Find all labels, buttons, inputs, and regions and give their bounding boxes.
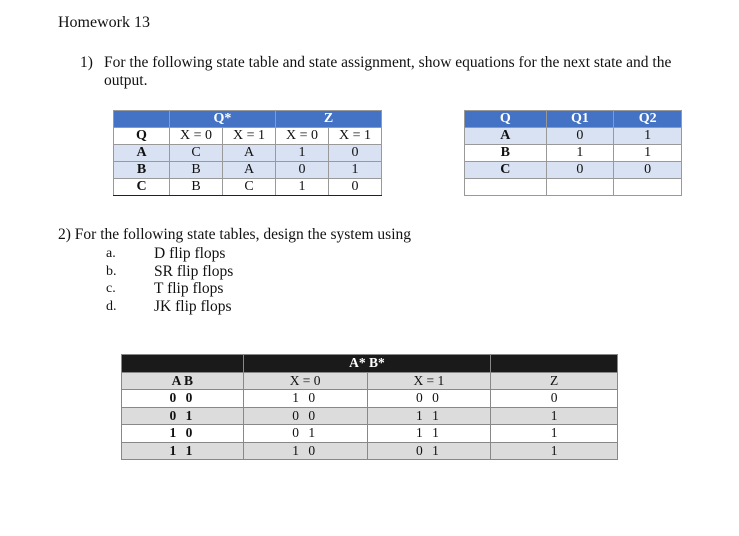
table-cell: 1 1 [367, 425, 491, 443]
table-cell: 1 [329, 162, 382, 179]
state-cell: C [114, 179, 170, 196]
table-cell: 0 1 [243, 425, 367, 443]
next-state-header: Q* [170, 111, 276, 128]
list-item [106, 298, 233, 316]
table-cell: 0 [614, 162, 682, 179]
state-table-column-header-row [114, 128, 382, 145]
list-item [106, 245, 233, 263]
table-cell: 0 [276, 162, 329, 179]
column-header: Q1 [546, 111, 614, 128]
list-item-text: T flip flops [154, 280, 224, 297]
table-cell: 1 0 [243, 390, 367, 408]
table-cell: 1 [491, 425, 618, 443]
table-cell: 0 [329, 179, 382, 196]
table-cell: 1 [491, 407, 618, 425]
list-item-letter: d. [106, 298, 117, 314]
table-row [465, 162, 682, 179]
table-cell: B [170, 179, 223, 196]
state-cell: 0 1 [122, 407, 244, 425]
question-1-number: 1) [80, 54, 93, 71]
table-row [122, 425, 618, 443]
list-item [106, 263, 233, 281]
next-state-header: A* B* [243, 355, 491, 373]
state-table-group-header-row [114, 111, 382, 128]
table-cell: 0 0 [243, 407, 367, 425]
table-cell: 1 [276, 179, 329, 196]
table-cell: C [170, 145, 223, 162]
encoded-state-table [121, 354, 618, 460]
state-cell: C [465, 162, 547, 179]
question-1-text: For the following state table and state assignment, show equations for the next state and the output. [104, 54, 672, 89]
state-cell: B [114, 162, 170, 179]
table-row [122, 407, 618, 425]
column-header: X = 0 [170, 128, 223, 145]
list-item-letter: b. [106, 263, 117, 279]
list-item-text: JK flip flops [154, 297, 232, 315]
table-cell: 1 0 [243, 442, 367, 460]
column-header: X = 0 [243, 372, 367, 390]
table-row [114, 179, 382, 196]
column-header: X = 1 [329, 128, 382, 145]
table-row [122, 390, 618, 408]
encoded-table-column-header-row [122, 372, 618, 390]
table-cell: B [170, 162, 223, 179]
list-item [106, 280, 233, 298]
state-cell: 0 0 [122, 390, 244, 408]
state-assignment-table [464, 110, 682, 196]
column-header: Q [465, 111, 547, 128]
state-cell: A [114, 145, 170, 162]
column-header: X = 0 [276, 128, 329, 145]
column-header: Q2 [614, 111, 682, 128]
table-cell: 1 1 [367, 407, 491, 425]
question-2-text: 2) For the following state tables, design the system using [58, 226, 412, 243]
state-cell: A [465, 128, 547, 145]
table-cell: 0 [546, 162, 614, 179]
table-cell: 0 [329, 145, 382, 162]
column-header: Z [491, 372, 618, 390]
list-item-text: D flip flops [154, 245, 226, 262]
table-cell: 1 [491, 442, 618, 460]
state-assignment-header-row [465, 111, 682, 128]
table-row [122, 442, 618, 460]
state-cell: 1 1 [122, 442, 244, 460]
column-header: X = 1 [367, 372, 491, 390]
column-header: X = 1 [223, 128, 276, 145]
table-row [114, 145, 382, 162]
table-cell: 0 1 [367, 442, 491, 460]
list-item-letter: c. [106, 281, 116, 296]
output-header: Z [276, 111, 382, 128]
list-item-text: SR flip flops [154, 262, 234, 280]
state-cell: 1 0 [122, 425, 244, 443]
table-cell: 0 0 [367, 390, 491, 408]
table-cell: 0 [546, 128, 614, 145]
flip-flop-list [106, 245, 233, 315]
table-cell: 1 [546, 145, 614, 162]
table-cell: C [223, 179, 276, 196]
state-cell: B [465, 145, 547, 162]
table-cell: A [223, 145, 276, 162]
page-heading: Homework 13 [58, 14, 150, 31]
column-header: A B [122, 372, 244, 390]
table-row [465, 128, 682, 145]
table-cell: 0 [491, 390, 618, 408]
table-row [114, 162, 382, 179]
table-cell: 1 [276, 145, 329, 162]
table-row [465, 179, 682, 196]
column-header: Q [114, 128, 170, 145]
table-cell: 1 [614, 128, 682, 145]
table-row [465, 145, 682, 162]
encoded-table-group-header-row [122, 355, 618, 373]
list-item-letter: a. [106, 246, 116, 261]
state-table [113, 110, 382, 196]
table-cell: 1 [614, 145, 682, 162]
table-cell: A [223, 162, 276, 179]
